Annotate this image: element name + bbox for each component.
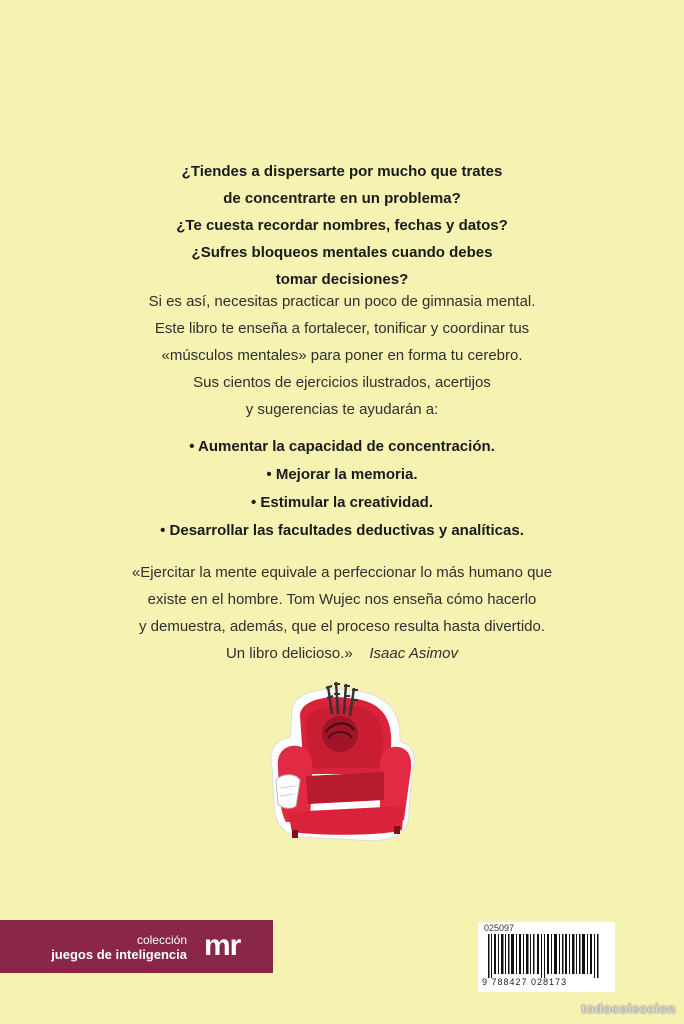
barcode-bars <box>478 934 615 978</box>
asimov-quote <box>0 559 684 667</box>
question-line: de concentrarte en un problema? <box>223 190 461 207</box>
question-line: ¿Sufres bloqueos mentales cuando debes <box>191 244 493 261</box>
question-line: tomar decisiones? <box>275 271 409 288</box>
watermark <box>581 1001 676 1016</box>
barcode-code: 025097 <box>484 923 515 933</box>
watermark-text: todocoleccion <box>581 1001 676 1016</box>
quote-line: existe en el hombre. Tom Wujec nos enseña cómo hacerlo <box>147 591 537 608</box>
quote-last-line <box>0 640 684 667</box>
quote-line: y demuestra, además, que el proceso resulta hasta divertido. <box>138 618 546 635</box>
intro-line: «músculos mentales» para poner en forma tu cerebro. <box>161 347 523 364</box>
collection-name: juegos de inteligencia <box>51 947 187 962</box>
armchair-illustration <box>262 672 422 847</box>
question-line: ¿Tiendes a dispersarte por mucho que trates <box>181 163 503 180</box>
publisher-logo: mr <box>204 929 241 962</box>
questions-block <box>0 158 684 293</box>
intro-line: Este libro te enseña a fortalecer, tonificar y coordinar tus <box>154 320 530 337</box>
benefits-list <box>0 433 684 545</box>
benefit-item: • Aumentar la capacidad de concentración. <box>189 438 495 455</box>
benefit-item: • Desarrollar las facultades deductivas y analíticas. <box>160 522 524 539</box>
barcode <box>478 922 615 992</box>
quote-line: «Ejercitar la mente equivale a perfeccionar lo más humano que <box>131 564 553 581</box>
benefit-item: • Mejorar la memoria. <box>266 466 418 483</box>
quote-author: Isaac Asimov <box>369 645 459 662</box>
barcode-digits: 9 788427 028173 <box>482 977 568 987</box>
intro-paragraph <box>0 288 684 423</box>
intro-line: Sus cientos de ejercicios ilustrados, acertijos <box>193 374 491 391</box>
intro-line: Si es así, necesitas practicar un poco de gimnasia mental. <box>148 293 536 310</box>
collection-banner <box>0 920 273 973</box>
collection-label: colección <box>136 933 187 947</box>
question-line: ¿Te cuesta recordar nombres, fechas y datos? <box>176 217 508 234</box>
intro-line: y sugerencias te ayudarán a: <box>245 401 439 418</box>
quote-line: Un libro delicioso.» <box>225 645 353 662</box>
benefit-item: • Estimular la creatividad. <box>251 494 433 511</box>
